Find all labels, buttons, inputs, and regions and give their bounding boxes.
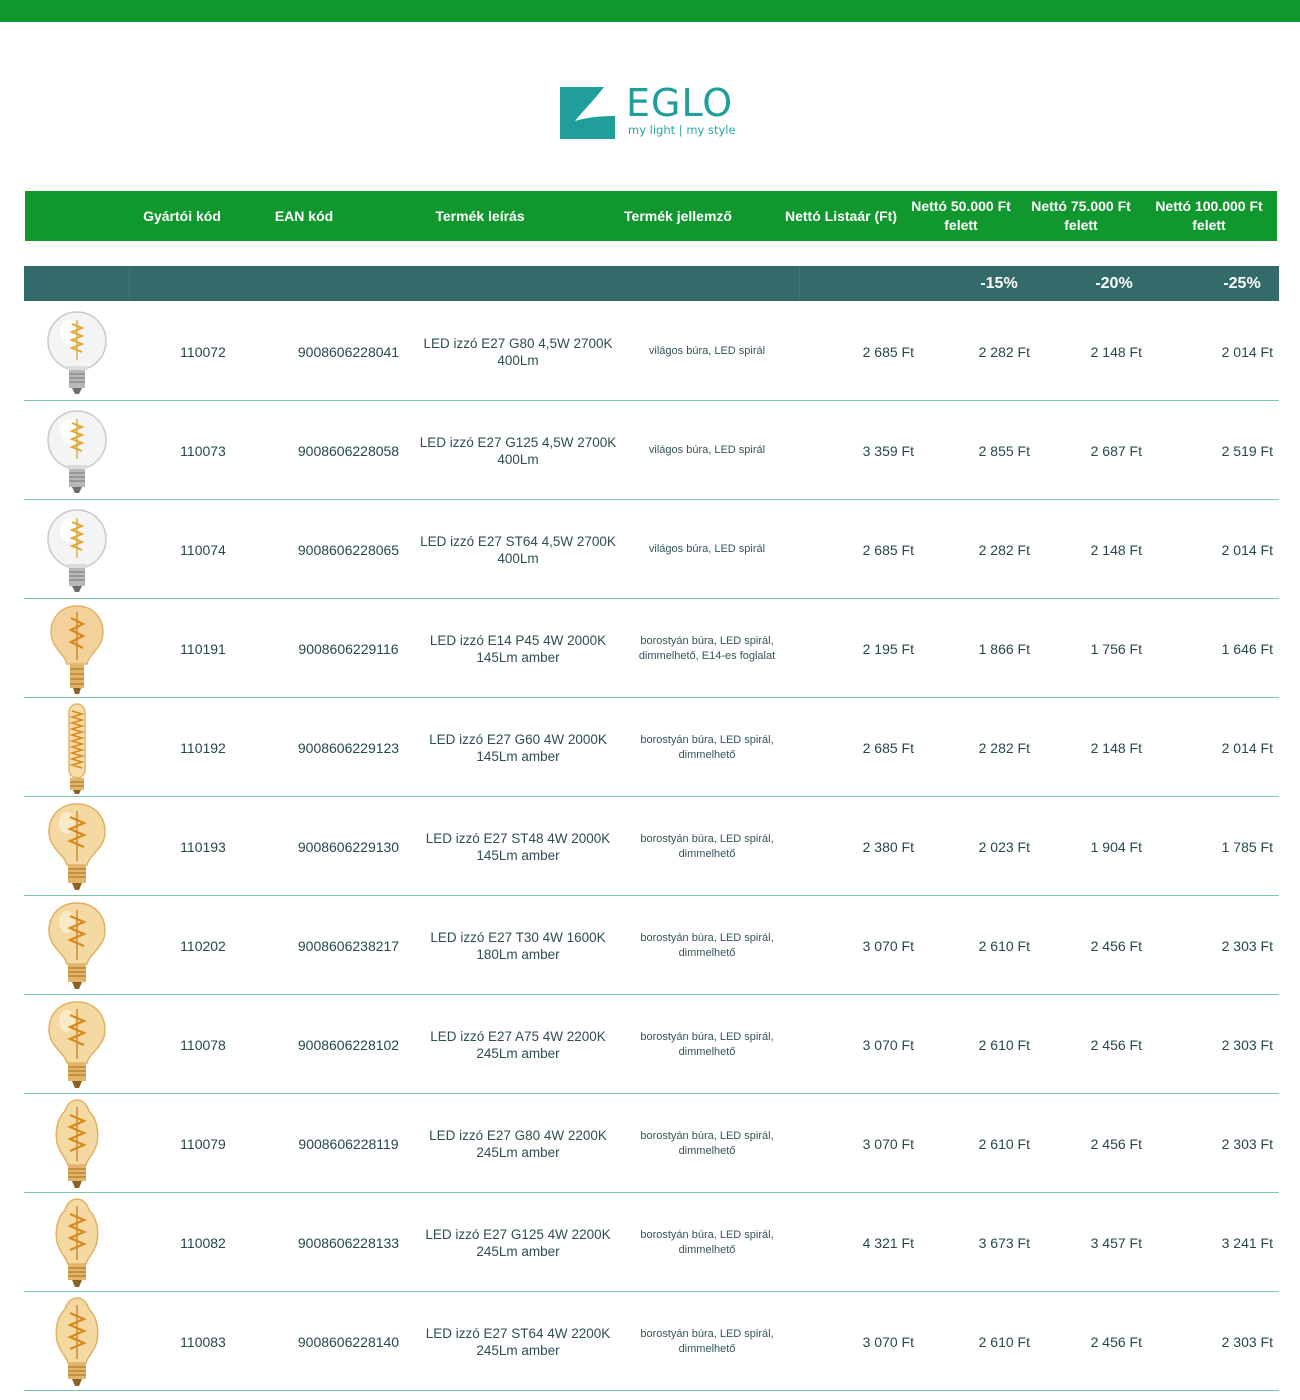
- features-line-2: dimmelhető, E14-es foglalat: [638, 649, 776, 662]
- price-over-50000: 2 282 Ft: [978, 541, 1030, 558]
- features-line-1: borostyán búra, LED spirál,: [640, 1327, 774, 1340]
- description-line-2: 145Lm amber: [476, 748, 560, 764]
- product-image: [42, 698, 112, 797]
- discount-p50: -15%: [980, 275, 1018, 292]
- table-row: [24, 797, 1279, 896]
- product-image: [42, 401, 112, 500]
- manufacturer-code: 110202: [180, 937, 226, 954]
- price-over-100000: 2 303 Ft: [1221, 1135, 1273, 1152]
- features-line-2: dimmelhető: [678, 946, 736, 959]
- features-line-1: borostyán búra, LED spirál,: [640, 634, 774, 647]
- product-description: [418, 1292, 618, 1391]
- discount-bar-divider: [129, 266, 130, 301]
- product-features: [627, 896, 787, 995]
- price-over-75000: 2 456 Ft: [1090, 1333, 1142, 1350]
- header-p100: [1145, 191, 1273, 241]
- product-description: [418, 500, 618, 599]
- product-description: [418, 1094, 618, 1193]
- features-line-1: borostyán búra, LED spirál,: [640, 1129, 774, 1142]
- product-description: [418, 797, 618, 896]
- description-line-1: LED izzó E27 G60 4W 2000K: [429, 731, 607, 747]
- description-line-2: 400Lm: [497, 352, 539, 368]
- ean-code: 9008606229130: [297, 838, 400, 855]
- price-over-75000: 1 756 Ft: [1090, 640, 1142, 657]
- price-over-75000: 2 687 Ft: [1090, 442, 1142, 459]
- price-over-50000: 1 866 Ft: [978, 640, 1030, 657]
- price-over-75000: 2 148 Ft: [1090, 739, 1142, 756]
- header-desc: Termék leírás: [435, 207, 525, 224]
- price-over-50000: 2 855 Ft: [978, 442, 1030, 459]
- net-list-price: 2 685 Ft: [862, 541, 914, 558]
- price-over-100000: 2 014 Ft: [1221, 343, 1273, 360]
- description-line-1: LED izzó E27 G125 4W 2200K: [425, 1226, 611, 1242]
- features-line-1: borostyán búra, LED spirál,: [640, 1228, 774, 1241]
- header-code: Gyártói kód: [143, 207, 221, 224]
- header-ean: EAN kód: [274, 207, 334, 224]
- product-image: [42, 1193, 112, 1292]
- header-p100-line2: felett: [1192, 217, 1226, 233]
- product-description: [418, 599, 618, 698]
- product-description: [418, 302, 618, 401]
- product-features: [627, 698, 787, 797]
- description-line-2: 145Lm amber: [476, 847, 560, 863]
- price-over-50000: 2 610 Ft: [978, 937, 1030, 954]
- description-line-1: LED izzó E27 T30 4W 1600K: [430, 929, 606, 945]
- price-over-50000: 2 610 Ft: [978, 1036, 1030, 1053]
- ean-code: 9008606228140: [297, 1333, 400, 1350]
- features-line-2: dimmelhető: [678, 1144, 736, 1157]
- product-table-body: [24, 302, 1279, 1391]
- header-p50: [905, 191, 1017, 241]
- manufacturer-code: 110073: [180, 442, 226, 459]
- product-features: [627, 500, 787, 599]
- table-row: [24, 1292, 1279, 1391]
- manufacturer-code: 110191: [180, 640, 226, 657]
- table-row: [24, 1094, 1279, 1193]
- clear-globe-bulb-icon: [45, 407, 109, 495]
- features-line-1: világos búra, LED spirál: [648, 444, 766, 456]
- description-line-2: 400Lm: [497, 451, 539, 467]
- net-list-price: 3 070 Ft: [862, 1333, 914, 1350]
- price-over-75000: 2 456 Ft: [1090, 937, 1142, 954]
- description-line-1: LED izzó E27 ST64 4W 2200K: [425, 1325, 611, 1341]
- price-over-50000: 2 610 Ft: [978, 1135, 1030, 1152]
- description-line-1: LED izzó E27 G125 4,5W 2700K: [419, 434, 617, 450]
- product-features: [627, 995, 787, 1094]
- price-over-100000: 2 303 Ft: [1221, 937, 1273, 954]
- header-p100-line1: Nettó 100.000 Ft: [1155, 198, 1263, 214]
- description-line-1: LED izzó E14 P45 4W 2000K: [429, 632, 607, 648]
- price-over-75000: 2 148 Ft: [1090, 541, 1142, 558]
- price-over-50000: 2 610 Ft: [978, 1333, 1030, 1350]
- header-feat: Termék jellemző: [624, 207, 732, 224]
- header-p50-line1: Nettó 50.000 Ft: [911, 198, 1011, 214]
- amber-edison-bulb-icon: [49, 1295, 105, 1389]
- net-list-price: 4 321 Ft: [862, 1234, 914, 1251]
- discount-bar: [24, 266, 1279, 301]
- ean-code: 9008606229123: [297, 739, 400, 756]
- table-row: [24, 896, 1279, 995]
- product-image: [42, 302, 112, 401]
- description-line-2: 245Lm amber: [476, 1045, 560, 1061]
- product-image: [42, 599, 112, 698]
- header-p50-line2: felett: [944, 217, 978, 233]
- amber-a-bulb-icon: [45, 999, 109, 1091]
- header-p75: [1025, 191, 1137, 241]
- product-image: [42, 500, 112, 599]
- discount-p75: -20%: [1095, 275, 1133, 292]
- product-description: [418, 401, 618, 500]
- description-line-1: LED izzó E27 ST64 4,5W 2700K: [420, 533, 616, 549]
- price-over-100000: 2 303 Ft: [1221, 1036, 1273, 1053]
- product-description: [418, 1193, 618, 1292]
- table-header: [25, 191, 1277, 241]
- table-row: [24, 401, 1279, 500]
- ean-code: 9008606228133: [297, 1234, 400, 1251]
- net-list-price: 3 070 Ft: [862, 1036, 914, 1053]
- description-line-2: 145Lm amber: [476, 649, 560, 665]
- amber-a-bulb-icon: [45, 801, 109, 893]
- manufacturer-code: 110079: [180, 1135, 226, 1152]
- description-line-1: LED izzó E27 G80 4W 2200K: [429, 1127, 607, 1143]
- product-image: [42, 896, 112, 995]
- features-line-1: világos búra, LED spirál: [648, 345, 766, 357]
- net-list-price: 2 380 Ft: [862, 838, 914, 855]
- manufacturer-code: 110078: [180, 1036, 226, 1053]
- features-line-1: világos búra, LED spirál: [648, 543, 766, 555]
- net-list-price: 3 359 Ft: [862, 442, 914, 459]
- ean-code: 9008606228058: [297, 442, 400, 459]
- price-over-50000: 2 282 Ft: [978, 343, 1030, 360]
- description-line-2: 400Lm: [497, 550, 539, 566]
- price-over-50000: 3 673 Ft: [978, 1234, 1030, 1251]
- amber-edison-bulb-icon: [49, 1196, 105, 1290]
- price-over-75000: 1 904 Ft: [1090, 838, 1142, 855]
- features-line-1: borostyán búra, LED spirál,: [640, 733, 774, 746]
- price-over-100000: 2 014 Ft: [1221, 541, 1273, 558]
- manufacturer-code: 110083: [180, 1333, 226, 1350]
- amber-tube-bulb-icon: [57, 701, 97, 795]
- description-line-2: 245Lm amber: [476, 1144, 560, 1160]
- product-features: [627, 1292, 787, 1391]
- eglo-logo-mark-icon: [557, 85, 617, 141]
- product-features: [627, 1193, 787, 1292]
- features-line-1: borostyán búra, LED spirál,: [640, 1030, 774, 1043]
- manufacturer-code: 110072: [180, 343, 226, 360]
- price-over-75000: 2 148 Ft: [1090, 343, 1142, 360]
- product-description: [418, 698, 618, 797]
- product-features: [627, 401, 787, 500]
- description-line-2: 245Lm amber: [476, 1243, 560, 1259]
- price-over-75000: 2 456 Ft: [1090, 1135, 1142, 1152]
- ean-code: 9008606228065: [297, 541, 400, 558]
- net-list-price: 2 195 Ft: [862, 640, 914, 657]
- description-line-1: LED izzó E27 A75 4W 2200K: [430, 1028, 606, 1044]
- product-image: [42, 1094, 112, 1193]
- features-line-2: dimmelhető: [678, 847, 736, 860]
- table-row: [24, 995, 1279, 1094]
- table-row: [24, 302, 1279, 401]
- product-description: [418, 896, 618, 995]
- net-list-price: 2 685 Ft: [862, 739, 914, 756]
- price-over-50000: 2 023 Ft: [978, 838, 1030, 855]
- product-image: [42, 1292, 112, 1391]
- logo-tagline: my light | my style: [628, 123, 736, 137]
- description-line-1: LED izzó E27 G80 4,5W 2700K: [423, 335, 613, 351]
- product-features: [627, 599, 787, 698]
- clear-globe-bulb-icon: [45, 506, 109, 594]
- header-net: Nettó Listaár (Ft): [785, 207, 897, 224]
- amber-edison-bulb-icon: [49, 1097, 105, 1191]
- price-over-100000: 2 014 Ft: [1221, 739, 1273, 756]
- ean-code: 9008606238217: [297, 937, 400, 954]
- product-description: [418, 995, 618, 1094]
- product-image: [42, 797, 112, 896]
- table-row: [24, 698, 1279, 797]
- price-over-100000: 1 785 Ft: [1221, 838, 1273, 855]
- price-over-75000: 2 456 Ft: [1090, 1036, 1142, 1053]
- ean-code: 9008606228102: [297, 1036, 400, 1053]
- product-image: [42, 995, 112, 1094]
- price-over-100000: 3 241 Ft: [1221, 1234, 1273, 1251]
- manufacturer-code: 110192: [180, 739, 226, 756]
- top-green-bar: [0, 0, 1300, 22]
- features-line-2: dimmelhető: [678, 748, 736, 761]
- price-over-100000: 1 646 Ft: [1221, 640, 1273, 657]
- net-list-price: 3 070 Ft: [862, 1135, 914, 1152]
- discount-bar-divider: [799, 266, 800, 301]
- price-over-75000: 3 457 Ft: [1090, 1234, 1142, 1251]
- ean-code: 9008606229116: [298, 640, 399, 657]
- ean-code: 9008606228119: [298, 1135, 399, 1152]
- amber-a-bulb-icon: [45, 900, 109, 992]
- manufacturer-code: 110074: [180, 541, 226, 558]
- net-list-price: 3 070 Ft: [862, 937, 914, 954]
- discount-p100: -25%: [1223, 275, 1261, 292]
- ean-code: 9008606228041: [297, 343, 400, 360]
- price-over-50000: 2 282 Ft: [978, 739, 1030, 756]
- logo-wordmark: EGLO: [626, 81, 734, 125]
- amber-small-bulb-icon: [45, 602, 109, 696]
- header-p75-line2: felett: [1064, 217, 1098, 233]
- table-row: [24, 599, 1279, 698]
- description-line-2: 180Lm amber: [476, 946, 560, 962]
- table-row: [24, 500, 1279, 599]
- net-list-price: 2 685 Ft: [862, 343, 914, 360]
- manufacturer-code: 110193: [180, 838, 226, 855]
- features-line-2: dimmelhető: [678, 1243, 736, 1256]
- features-line-1: borostyán búra, LED spirál,: [640, 832, 774, 845]
- description-line-1: LED izzó E27 ST48 4W 2000K: [425, 830, 611, 846]
- product-features: [627, 302, 787, 401]
- eglo-logo: [557, 81, 742, 141]
- features-line-2: dimmelhető: [678, 1342, 736, 1355]
- description-line-2: 245Lm amber: [476, 1342, 560, 1358]
- manufacturer-code: 110082: [180, 1234, 226, 1251]
- price-over-100000: 2 519 Ft: [1221, 442, 1273, 459]
- product-features: [627, 797, 787, 896]
- table-row: [24, 1193, 1279, 1292]
- features-line-1: borostyán búra, LED spirál,: [640, 931, 774, 944]
- features-line-2: dimmelhető: [678, 1045, 736, 1058]
- product-features: [627, 1094, 787, 1193]
- clear-globe-bulb-icon: [45, 308, 109, 396]
- header-p75-line1: Nettó 75.000 Ft: [1031, 198, 1131, 214]
- price-over-100000: 2 303 Ft: [1221, 1333, 1273, 1350]
